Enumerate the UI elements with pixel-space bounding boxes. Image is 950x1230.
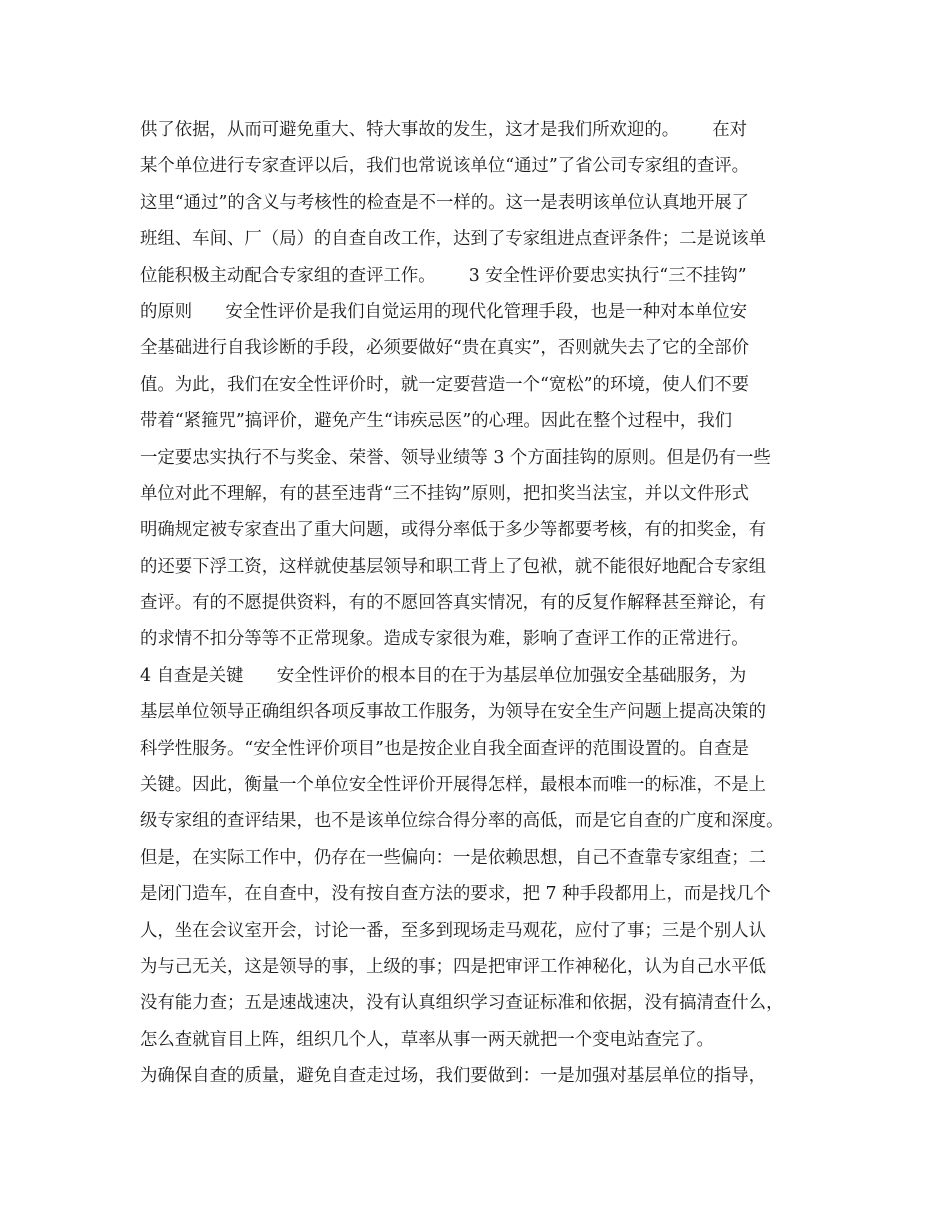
text-line: 供了依据，从而可避免重大、特大事故的发生，这才是我们所欢迎的。 在对 (140, 120, 748, 140)
text-line: 全基础进行自我诊断的手段，必须要做好“贵在真实”，否则就失去了它的全部价 (140, 338, 750, 359)
text-line: 的还要下浮工资，这样就使基层领导和职工背上了包袱，就不能很好地配合专家组 (140, 556, 767, 577)
text-line: 位能积极主动配合专家组的查评工作。 3 安全性评价要忠实执行“三不挂钩” (140, 265, 747, 286)
text-line: 值。为此，我们在安全性评价时，就一定要营造一个“宽松”的环境，使人们不要 (140, 374, 750, 395)
text-line: 基层单位领导正确组织各项反事故工作服务，为领导在安全生产问题上提高决策的 (140, 702, 767, 723)
text-line: 科学性服务。“安全性评价项目”也是按企业自我全面查评的范围设置的。自查是 (140, 738, 750, 759)
text-line: 级专家组的查评结果，也不是该单位综合得分率的高低，而是它自查的广度和深度。 (140, 811, 784, 832)
text-line: 明确规定被专家查出了重大问题，或得分率低于多少等都要考核，有的扣奖金，有 (140, 520, 767, 541)
text-line: 怎么查就盲目上阵，组织几个人，草率从事一两天就把一个变电站查完了。 (140, 1029, 714, 1050)
text-line: 查评。有的不愿提供资料，有的不愿回答真实情况，有的反复作解释甚至辩论，有 (140, 593, 767, 614)
body-text (140, 112, 830, 1095)
text-line: 带着“紧箍咒”搞评价，避免产生“讳疾忌医”的心理。因此在整个过程中，我们 (140, 411, 733, 432)
text-line: 为确保自查的质量，避免自查走过场，我们要做到：一是加强对基层单位的指导， (140, 1066, 767, 1087)
text-line: 为与己无关，这是领导的事，上级的事；四是把审评工作神秘化，认为自己水平低 (140, 956, 767, 977)
text-line: 的原则 安全性评价是我们自觉运用的现代化管理手段，也是一种对本单位安 (140, 301, 748, 322)
text-line: 是闭门造车，在自查中，没有按自查方法的要求，把 7 种手段都用上，而是找几个 (140, 884, 771, 905)
text-line: 班组、车间、厂（局）的自查自改工作，达到了专家组进点查评条件；二是说该单 (140, 229, 767, 250)
text-line: 一定要忠实执行不与奖金、荣誉、领导业绩等 3 个方面挂钩的原则。但是仍有一些 (140, 447, 771, 468)
text-line: 的求情不扣分等等不正常现象。造成专家很为难，影响了查评工作的正常进行。 (140, 629, 749, 650)
text-line: 没有能力查；五是速战速决，没有认真组织学习查证标准和依据，没有搞清查什么， (140, 993, 784, 1014)
text-line: 人，坐在会议室开会，讨论一番，至多到现场走马观花，应付了事；三是个别人认 (140, 920, 767, 941)
text-line: 这里“通过”的含义与考核性的检查是不一样的。这一是表明该单位认真地开展了 (140, 192, 750, 213)
text-line: 关键。因此，衡量一个单位安全性评价开展得怎样，最根本而唯一的标准，不是上 (140, 775, 767, 796)
text-line: 4 自查是关键 安全性评价的根本目的在于为基层单位加强安全基础服务，为 (140, 665, 747, 686)
text-line: 但是，在实际工作中，仍存在一些偏向：一是依赖思想，自己不查靠专家组查；二 (140, 847, 767, 868)
text-line: 某个单位进行专家查评以后，我们也常说该单位“通过”了省公司专家组的查评。 (140, 156, 750, 177)
text-line: 单位对此不理解，有的甚至违背“三不挂钩”原则，把扣奖当法宝，并以文件形式 (140, 483, 750, 504)
